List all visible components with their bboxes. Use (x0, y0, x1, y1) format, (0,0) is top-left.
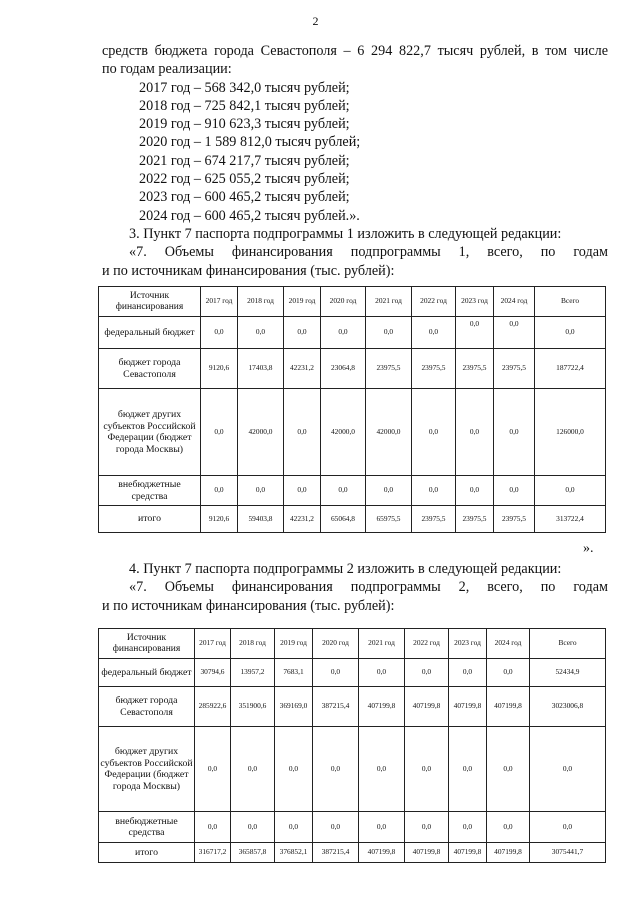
intro-line-1: средств бюджета города Севастополя – 6 294 822,7 тысяч рублей, в том числе (102, 43, 608, 59)
cell-value: 0,0 (284, 476, 321, 506)
table-header-row (99, 287, 606, 317)
cell-value: 0,0 (195, 812, 231, 843)
row-source: внебюджетные средства (99, 812, 195, 843)
cell-total: 52434,9 (530, 659, 606, 687)
cell-value: 42000,0 (321, 389, 366, 476)
section-4-quote-line-2: и по источникам финансирования (тыс. рублей): (102, 597, 395, 614)
header-total: Всего (535, 287, 606, 317)
section-4-quote-line-1: «7. Объемы финансирования подпрограммы 2, всего, по годам (129, 579, 608, 596)
cell-value: 0,0 (449, 727, 487, 812)
header-year: 2020 год (313, 629, 359, 659)
cell-total: 3023006,8 (530, 687, 606, 727)
cell-value: 9120,6 (201, 349, 238, 389)
cell-value: 316717,2 (195, 843, 231, 863)
cell-value: 0,0 (231, 812, 275, 843)
cell-value: 407199,8 (449, 687, 487, 727)
cell-value: 0,0 (412, 317, 456, 349)
year-line: 2020 год – 1 589 812,0 тысяч рублей; (139, 134, 361, 151)
table-row (99, 812, 606, 843)
cell-total: 187722,4 (535, 349, 606, 389)
cell-value: 23975,5 (494, 349, 535, 389)
header-year: 2018 год (231, 629, 275, 659)
row-source: бюджет других субъектов Российской Федерации (бюджет города Москвы) (99, 727, 195, 812)
cell-value: 0,0 (456, 317, 494, 349)
row-source: итого (99, 506, 201, 533)
year-line: 2021 год – 674 217,7 тысяч рублей; (139, 152, 350, 169)
cell-value: 30794,6 (195, 659, 231, 687)
header-year: 2019 год (284, 287, 321, 317)
table-row (99, 843, 606, 863)
cell-value: 13957,2 (231, 659, 275, 687)
table-row (99, 476, 606, 506)
cell-value: 0,0 (405, 659, 449, 687)
header-year: 2019 год (275, 629, 313, 659)
cell-value: 0,0 (284, 317, 321, 349)
cell-value: 0,0 (231, 727, 275, 812)
page-number: 2 (312, 14, 319, 28)
year-line: 2023 год – 600 465,2 тысяч рублей; (139, 189, 350, 206)
header-year: 2022 год (405, 629, 449, 659)
cell-value: 351900,6 (231, 687, 275, 727)
cell-value: 0,0 (494, 317, 535, 349)
header-year: 2023 год (449, 629, 487, 659)
table-row (99, 349, 606, 389)
section-3-quote-line-1: «7. Объемы финансирования подпрограммы 1, всего, по годам (129, 244, 608, 261)
cell-value: 285922,6 (195, 687, 231, 727)
cell-value: 23975,5 (412, 506, 456, 533)
cell-value: 0,0 (275, 812, 313, 843)
cell-value: 0,0 (313, 659, 359, 687)
year-line: 2018 год – 725 842,1 тысяч рублей; (139, 97, 350, 114)
table-row (99, 687, 606, 727)
cell-value: 0,0 (494, 476, 535, 506)
header-total: Всего (530, 629, 606, 659)
table-row (99, 317, 606, 349)
cell-value: 65064,8 (321, 506, 366, 533)
cell-value: 42000,0 (238, 389, 284, 476)
cell-value: 23975,5 (456, 349, 494, 389)
cell-total: 0,0 (535, 317, 606, 349)
row-source: бюджет города Севастополя (99, 349, 201, 389)
cell-value: 407199,8 (359, 687, 405, 727)
cell-value: 23975,5 (366, 349, 412, 389)
row-source: федеральный бюджет (99, 659, 195, 687)
table-header-row (99, 629, 606, 659)
cell-value: 387215,4 (313, 843, 359, 863)
header-source: Источник финансирования (99, 287, 201, 317)
cell-value: 23975,5 (494, 506, 535, 533)
cell-total: 126000,0 (535, 389, 606, 476)
cell-value: 0,0 (359, 727, 405, 812)
cell-value: 0,0 (201, 389, 238, 476)
cell-value: 42231,2 (284, 349, 321, 389)
header-year: 2017 год (195, 629, 231, 659)
cell-value: 407199,8 (405, 687, 449, 727)
cell-total: 0,0 (530, 812, 606, 843)
cell-value: 59403,8 (238, 506, 284, 533)
intro-block (102, 42, 608, 280)
closing-quote-mark: ». (583, 541, 594, 556)
cell-value: 387215,4 (313, 687, 359, 727)
cell-value: 0,0 (195, 727, 231, 812)
row-source: федеральный бюджет (99, 317, 201, 349)
cell-value: 407199,8 (449, 843, 487, 863)
year-line: 2017 год – 568 342,0 тысяч рублей; (139, 79, 350, 96)
cell-value: 0,0 (412, 476, 456, 506)
cell-value: 0,0 (449, 812, 487, 843)
cell-value: 0,0 (449, 659, 487, 687)
year-line: 2024 год – 600 465,2 тысяч рублей.». (139, 207, 360, 224)
section-4-block (102, 560, 608, 615)
cell-value: 42000,0 (366, 389, 412, 476)
year-line: 2022 год – 625 055,2 тысяч рублей; (139, 171, 350, 188)
funding-table-1 (98, 286, 606, 533)
header-year: 2023 год (456, 287, 494, 317)
cell-value: 369169,0 (275, 687, 313, 727)
cell-value: 376852,1 (275, 843, 313, 863)
table-row (99, 727, 606, 812)
cell-value: 0,0 (201, 476, 238, 506)
cell-value: 17403,8 (238, 349, 284, 389)
cell-value: 0,0 (238, 317, 284, 349)
cell-value: 0,0 (366, 317, 412, 349)
header-year: 2017 год (201, 287, 238, 317)
intro-line-2: по годам реализации: (102, 61, 232, 78)
section-3-quote-line-2: и по источникам финансирования (тыс. рублей): (102, 262, 395, 279)
header-year: 2024 год (487, 629, 530, 659)
cell-value: 407199,8 (405, 843, 449, 863)
header-year: 2020 год (321, 287, 366, 317)
cell-value: 9120,6 (201, 506, 238, 533)
header-year: 2021 год (359, 629, 405, 659)
cell-value: 407199,8 (487, 687, 530, 727)
section-4-item: 4. Пункт 7 паспорта подпрограммы 2 изложить в следующей редакции: (129, 561, 562, 577)
cell-value: 23064,8 (321, 349, 366, 389)
cell-value: 0,0 (321, 317, 366, 349)
cell-value: 0,0 (238, 476, 284, 506)
cell-total: 0,0 (530, 727, 606, 812)
cell-value: 0,0 (405, 727, 449, 812)
cell-total: 313722,4 (535, 506, 606, 533)
cell-value: 0,0 (487, 727, 530, 812)
header-year: 2024 год (494, 287, 535, 317)
cell-value: 65975,5 (366, 506, 412, 533)
section-3-item: 3. Пункт 7 паспорта подпрограммы 1 изложить в следующей редакции: (129, 225, 562, 242)
cell-value: 0,0 (412, 389, 456, 476)
cell-value: 0,0 (275, 727, 313, 812)
header-year: 2021 год (366, 287, 412, 317)
cell-value: 365857,8 (231, 843, 275, 863)
row-source: бюджет города Севастополя (99, 687, 195, 727)
header-source: Источник финансирования (99, 629, 195, 659)
cell-value: 0,0 (359, 812, 405, 843)
cell-value: 23975,5 (412, 349, 456, 389)
header-year: 2018 год (238, 287, 284, 317)
table-row (99, 659, 606, 687)
cell-value: 0,0 (405, 812, 449, 843)
cell-value: 0,0 (359, 659, 405, 687)
cell-value: 0,0 (313, 727, 359, 812)
cell-value: 407199,8 (359, 843, 405, 863)
cell-total: 3075441,7 (530, 843, 606, 863)
cell-value: 23975,5 (456, 506, 494, 533)
funding-table-2 (98, 628, 606, 863)
cell-value: 0,0 (494, 389, 535, 476)
cell-value: 0,0 (313, 812, 359, 843)
cell-value: 42231,2 (284, 506, 321, 533)
header-year: 2022 год (412, 287, 456, 317)
cell-value: 0,0 (366, 476, 412, 506)
cell-total: 0,0 (535, 476, 606, 506)
row-source: внебюджетные средства (99, 476, 201, 506)
cell-value: 407199,8 (487, 843, 530, 863)
table-row (99, 506, 606, 533)
cell-value: 0,0 (284, 389, 321, 476)
year-line: 2019 год – 910 623,3 тысяч рублей; (139, 116, 350, 133)
cell-value: 0,0 (201, 317, 238, 349)
cell-value: 0,0 (487, 659, 530, 687)
cell-value: 7683,1 (275, 659, 313, 687)
table-row (99, 389, 606, 476)
cell-value: 0,0 (456, 476, 494, 506)
row-source: бюджет других субъектов Российской Федерации (бюджет города Москвы) (99, 389, 201, 476)
cell-value: 0,0 (487, 812, 530, 843)
row-source: итого (99, 843, 195, 863)
cell-value: 0,0 (456, 389, 494, 476)
cell-value: 0,0 (321, 476, 366, 506)
